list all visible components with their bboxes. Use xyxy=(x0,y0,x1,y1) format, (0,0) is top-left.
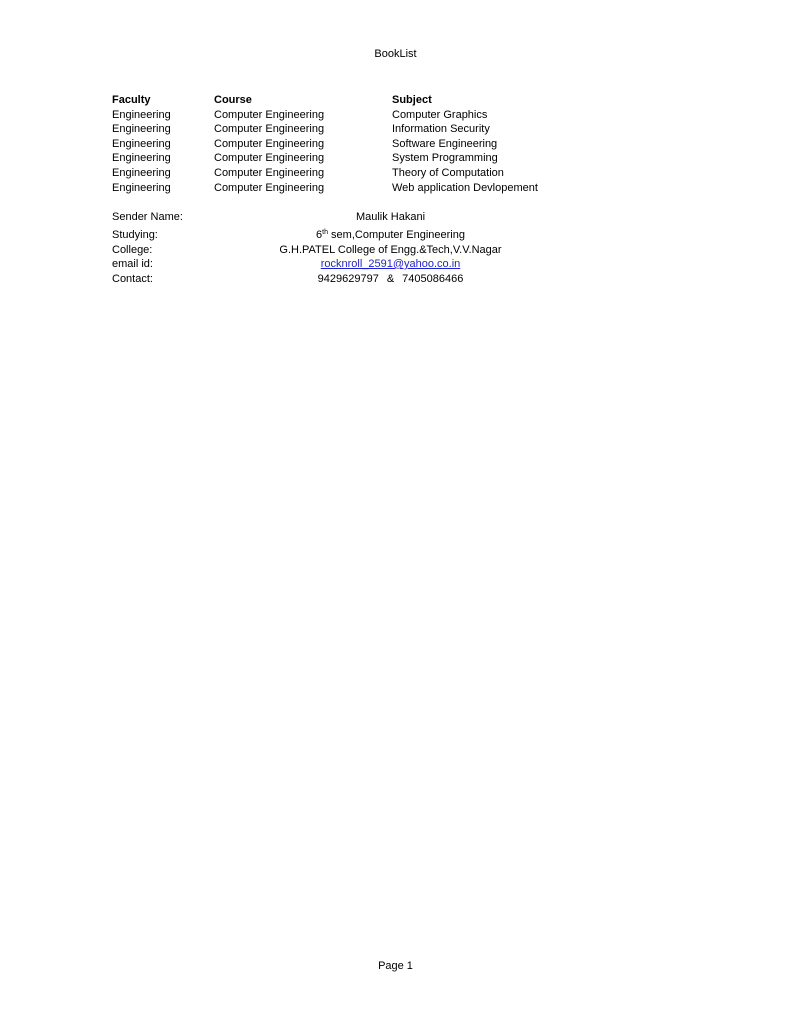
column-header-subject: Subject xyxy=(392,94,432,106)
cell-subject: System Programming xyxy=(392,152,498,165)
cell-subject: Theory of Computation xyxy=(392,166,504,179)
cell-faculty: Engineering xyxy=(112,123,171,136)
cell-subject: Software Engineering xyxy=(392,137,498,150)
contact-row xyxy=(112,272,532,287)
cell-course: Computer Engineering xyxy=(214,137,325,150)
cell-course: Computer Engineering xyxy=(214,181,325,194)
table-row xyxy=(112,181,592,196)
table-row xyxy=(112,137,592,152)
studying-ordinal-suffix: th xyxy=(322,229,328,236)
column-header-course: Course xyxy=(214,94,252,106)
email-value-container xyxy=(112,257,669,272)
studying-row xyxy=(112,228,532,243)
cell-faculty: Engineering xyxy=(112,108,171,121)
cell-course: Computer Engineering xyxy=(214,123,325,136)
college-row xyxy=(112,243,532,258)
cell-subject: Web application Devlopement xyxy=(392,181,538,194)
cell-course: Computer Engineering xyxy=(214,108,325,121)
cell-faculty: Engineering xyxy=(112,181,171,194)
sender-name-value: Maulik Hakani xyxy=(355,211,426,223)
cell-faculty: Engineering xyxy=(112,137,171,150)
column-header-faculty: Faculty xyxy=(112,94,151,106)
contact-label: Contact: xyxy=(112,273,153,285)
contact-phone-1: 9429629797 xyxy=(317,273,379,285)
cell-faculty: Engineering xyxy=(112,166,171,179)
studying-course: sem,Computer Engineering xyxy=(328,229,465,241)
table-row xyxy=(112,151,592,166)
sender-name-row xyxy=(112,210,532,225)
page-header-title: BookList xyxy=(374,48,417,60)
table-header-row xyxy=(112,93,592,108)
college-value: G.H.PATEL College of Engg.&Tech,V.V.Nagar xyxy=(279,244,502,256)
contact-value xyxy=(112,272,669,287)
book-list-table xyxy=(112,93,592,195)
table-row xyxy=(112,122,592,137)
sender-name-label: Sender Name: xyxy=(112,211,183,223)
cell-course: Computer Engineering xyxy=(214,166,325,179)
contact-phone-2: 7405086466 xyxy=(402,273,464,285)
college-label: College: xyxy=(112,244,153,256)
studying-value xyxy=(112,228,669,243)
page-number: Page 1 xyxy=(378,960,413,972)
contact-separator: & xyxy=(386,273,395,285)
cell-course: Computer Engineering xyxy=(214,152,325,165)
cell-subject: Information Security xyxy=(392,123,490,136)
studying-label: Studying: xyxy=(112,229,158,241)
table-row xyxy=(112,108,592,123)
email-link[interactable]: rocknroll_2591@yahoo.co.in xyxy=(320,258,461,270)
cell-subject: Computer Graphics xyxy=(392,108,488,121)
studying-semester-number: 6 xyxy=(316,229,323,241)
email-row xyxy=(112,257,532,272)
email-label: email id: xyxy=(112,258,153,270)
table-row xyxy=(112,166,592,181)
cell-faculty: Engineering xyxy=(112,152,171,165)
